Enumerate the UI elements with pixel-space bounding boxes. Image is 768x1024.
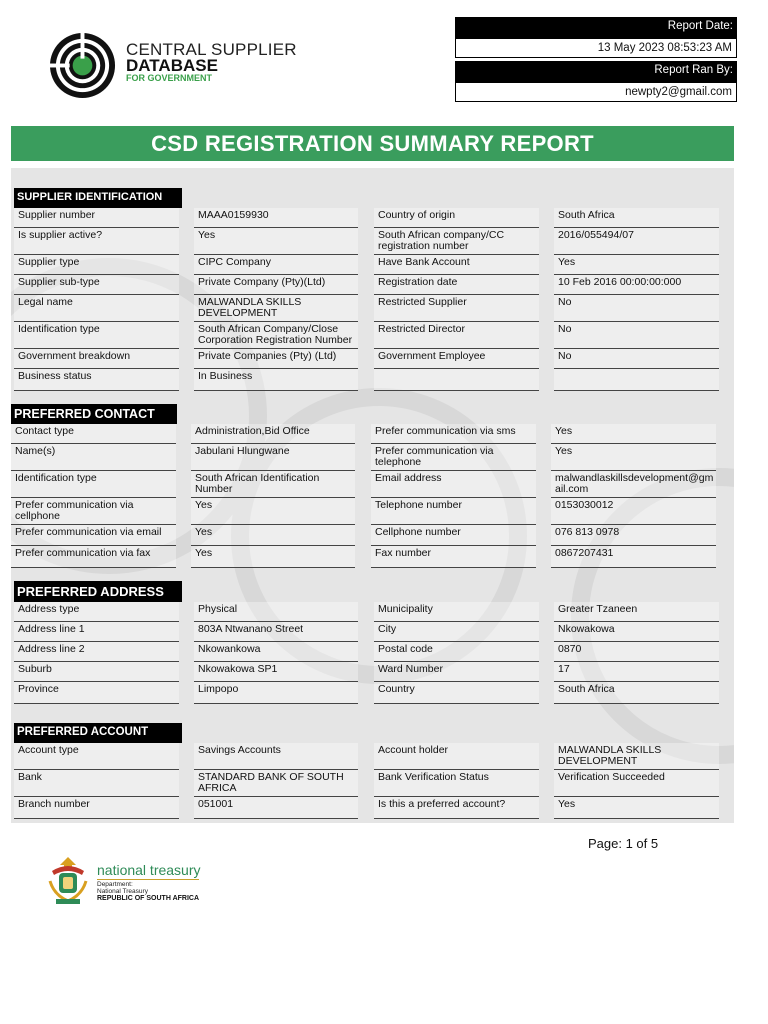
- field-label: [374, 369, 539, 391]
- field-label: Country: [374, 682, 539, 704]
- field-value: 2016/055494/07: [554, 228, 719, 255]
- field-value: malwandlaskillsdevelopment@gmail.com: [551, 471, 716, 498]
- field-value: Nkowankowa: [194, 642, 358, 662]
- field-value: South Africa: [554, 208, 719, 228]
- field-label: Address line 2: [14, 642, 179, 662]
- field-value: Private Company (Pty)(Ltd): [194, 275, 358, 295]
- coat-of-arms-icon: [46, 855, 90, 907]
- field-label: Supplier sub-type: [14, 275, 179, 295]
- logo-title-line1: CENTRAL SUPPLIER: [126, 40, 297, 59]
- field-label: Fax number: [371, 546, 536, 568]
- field-value: Yes: [551, 444, 716, 471]
- field-label: Is supplier active?: [14, 228, 179, 255]
- field-value: Verification Succeeded: [554, 770, 719, 797]
- field-value: Yes: [554, 255, 719, 275]
- report-ran-by-label: Report Ran By:: [455, 61, 737, 82]
- field-label: South African company/CC registration number: [374, 228, 539, 255]
- field-label: Name(s): [11, 444, 176, 471]
- field-label: Telephone number: [371, 498, 536, 525]
- field-value: Nkowakowa SP1: [194, 662, 358, 682]
- field-value: 0153030012: [551, 498, 716, 525]
- field-label: Postal code: [374, 642, 539, 662]
- logo-title-line3: FOR GOVERNMENT: [126, 73, 213, 83]
- field-label: Supplier type: [14, 255, 179, 275]
- field-label: Government Employee: [374, 349, 539, 369]
- field-label: City: [374, 622, 539, 642]
- field-label: Legal name: [14, 295, 179, 322]
- field-value: Yes: [194, 228, 358, 255]
- field-label: Have Bank Account: [374, 255, 539, 275]
- logo-title-line2: DATABASE: [126, 56, 218, 75]
- report-title: CSD REGISTRATION SUMMARY REPORT: [11, 126, 734, 161]
- field-label: Prefer communication via sms: [371, 424, 536, 444]
- field-value: 051001: [194, 797, 358, 819]
- field-label: Prefer communication via email: [11, 525, 176, 546]
- field-label: Cellphone number: [371, 525, 536, 546]
- field-label: Supplier number: [14, 208, 179, 228]
- field-value: Yes: [554, 797, 719, 819]
- divider: [97, 879, 199, 880]
- field-value: In Business: [194, 369, 358, 391]
- field-label: Suburb: [14, 662, 179, 682]
- field-label: Bank Verification Status: [374, 770, 539, 797]
- field-label: Address type: [14, 602, 179, 622]
- report-date-value: 13 May 2023 08:53:23 AM: [455, 38, 737, 58]
- field-label: Address line 1: [14, 622, 179, 642]
- field-value: Nkowakowa: [554, 622, 719, 642]
- field-label: Municipality: [374, 602, 539, 622]
- department-name: National Treasury: [97, 888, 148, 895]
- field-label: Email address: [371, 471, 536, 498]
- field-value: MAAA0159930: [194, 208, 358, 228]
- field-value: 0867207431: [551, 546, 716, 568]
- field-label: Prefer communication via fax: [11, 546, 176, 568]
- field-value: Greater Tzaneen: [554, 602, 719, 622]
- field-value: MALWANDLA SKILLS DEVELOPMENT: [554, 743, 719, 770]
- field-label: Restricted Supplier: [374, 295, 539, 322]
- field-label: Registration date: [374, 275, 539, 295]
- field-label: Branch number: [14, 797, 179, 819]
- field-value: Yes: [191, 525, 355, 546]
- field-label: Prefer communication via cellphone: [11, 498, 176, 525]
- section-title: PREFERRED ADDRESS: [14, 581, 182, 602]
- field-label: Business status: [14, 369, 179, 391]
- field-value: Yes: [551, 424, 716, 444]
- field-label: Bank: [14, 770, 179, 797]
- field-label: Country of origin: [374, 208, 539, 228]
- field-label: Prefer communication via telephone: [371, 444, 536, 471]
- field-label: Province: [14, 682, 179, 704]
- field-value: South Africa: [554, 682, 719, 704]
- field-label: Is this a preferred account?: [374, 797, 539, 819]
- field-label: Restricted Director: [374, 322, 539, 349]
- field-value: No: [554, 322, 719, 349]
- field-value: 10 Feb 2016 00:00:00:000: [554, 275, 719, 295]
- field-value: Yes: [191, 498, 355, 525]
- field-value: 0870: [554, 642, 719, 662]
- field-value: 076 813 0978: [551, 525, 716, 546]
- field-value: 803A Ntwanano Street: [194, 622, 358, 642]
- field-value: Jabulani Hlungwane: [191, 444, 355, 471]
- field-value: No: [554, 349, 719, 369]
- field-value: Limpopo: [194, 682, 358, 704]
- field-value: No: [554, 295, 719, 322]
- field-value: Yes: [191, 546, 355, 568]
- field-value: South African Identification Number: [191, 471, 355, 498]
- field-label: Identification type: [11, 471, 176, 498]
- field-value: Savings Accounts: [194, 743, 358, 770]
- country-name: REPUBLIC OF SOUTH AFRICA: [97, 895, 200, 902]
- field-value: Physical: [194, 602, 358, 622]
- page-number: Page: 1 of 5: [588, 836, 659, 851]
- section-title: PREFERRED CONTACT: [11, 404, 177, 424]
- field-value: [554, 369, 719, 391]
- report-body: [11, 168, 734, 823]
- field-value: 17: [554, 662, 719, 682]
- field-label: Identification type: [14, 322, 179, 349]
- section-title: PREFERRED ACCOUNT: [14, 723, 182, 743]
- field-value: Administration,Bid Office: [191, 424, 355, 444]
- national-treasury-title: national treasury: [97, 862, 201, 878]
- section-title: SUPPLIER IDENTIFICATION: [14, 188, 182, 208]
- report-date-label: Report Date:: [455, 17, 737, 38]
- field-label: Government breakdown: [14, 349, 179, 369]
- department-label: Department:: [97, 881, 133, 888]
- field-label: Contact type: [11, 424, 176, 444]
- field-label: Ward Number: [374, 662, 539, 682]
- field-label: Account holder: [374, 743, 539, 770]
- field-value: CIPC Company: [194, 255, 358, 275]
- field-value: South African Company/Close Corporation Registration Number: [194, 322, 358, 349]
- field-value: STANDARD BANK OF SOUTH AFRICA: [194, 770, 358, 797]
- report-ran-by-value: newpty2@gmail.com: [455, 82, 737, 102]
- field-label: Account type: [14, 743, 179, 770]
- field-value: Private Companies (Pty) (Ltd): [194, 349, 358, 369]
- csd-logo-icon: [48, 31, 117, 100]
- field-value: MALWANDLA SKILLS DEVELOPMENT: [194, 295, 358, 322]
